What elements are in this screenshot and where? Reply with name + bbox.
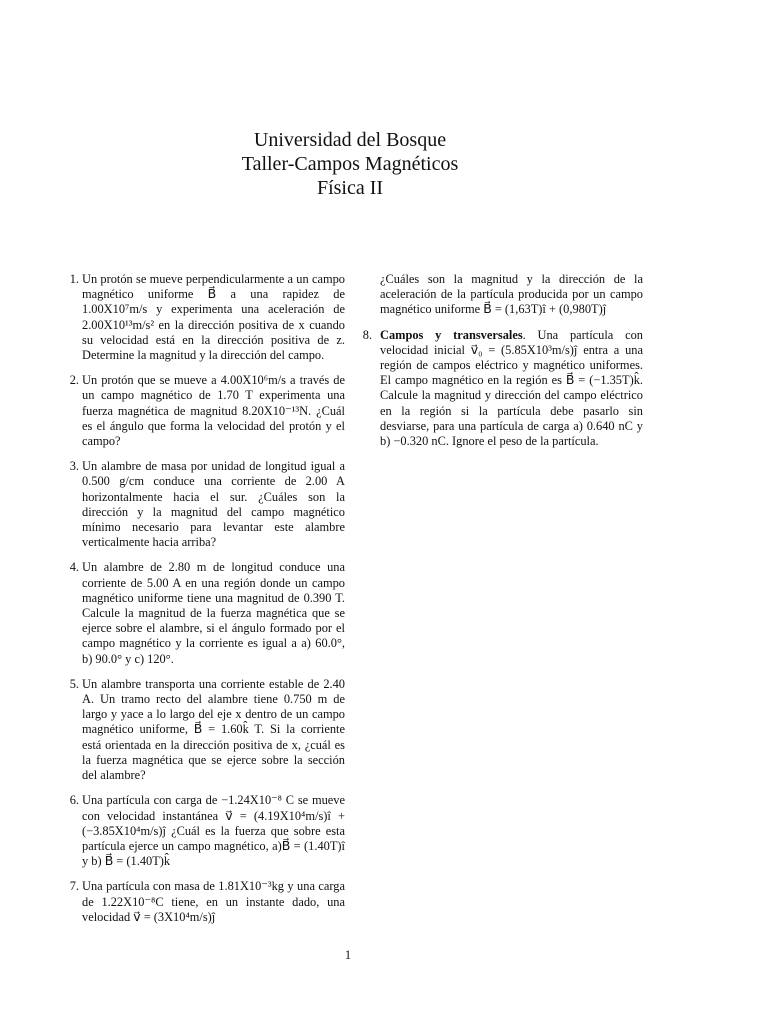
problem-item [362, 327, 643, 450]
problem-text: Un alambre transporta una corriente estable de 2.40 A. Un tramo recto del alambre tiene 0.750 m de largo y yace a lo largo del eje x dentro de un campo magnético uniforme, B⃗ = 1.60k̂ T. Si la corriente está orientada en la dirección positiva de x, ¿cuál es la fuerza magnética que se ejerce sobre la sección del alambre? [82, 676, 345, 783]
problem-text: Un alambre de masa por unidad de longitud igual a 0.500 g/cm conduce una corriente de 2.00 A horizontalmente hacia el sur. ¿Cuáles son la dirección y la magnitud del campo magnético mínimo necesario para levantar este alambre verticalmente hacia arriba? [82, 459, 345, 550]
problem-number: 4. [69, 560, 79, 575]
problem-number: 3. [69, 459, 79, 474]
page-number: 1 [344, 948, 352, 962]
problem-text: Una partícula con masa de 1.81X10⁻³kg y una carga de 1.22X10⁻⁸C tiene, en un instante dado, una velocidad v⃗ = (3X10⁴m/s)ĵ [82, 879, 345, 924]
problem-text: Un alambre de 2.80 m de longitud conduce una corriente de 5.00 A en una región donde un campo magnético uniforme tiene una magnitud de 0.390 T. Calcule la magnitud de la fuerza magnética que se ejerce sobre el alambre, si el ángulo formado por el campo magnético y la corriente es igual a a) 60.0°, b) 90.0° y c) 120°. [82, 560, 345, 666]
university-title: Universidad del Bosque [253, 129, 447, 151]
problem-text: . Una partícula con velocidad inicial v⃗₀ = (5.85X10³m/s)ĵ entra a una región de campos eléctrico y magnético uniformes. El campo magnético en la región es B⃗ = (−1.35T)k̂. Calcule la magnitud y dirección del campo eléctrico en la región si la partícula debe pasarlo sin desviarse, para una partícula de carga a) 0.640 nC y b) −0.320 nC. Ignore el peso de la partícula. [380, 327, 643, 449]
course-title: Física II [316, 177, 384, 199]
problem-item [69, 272, 345, 363]
problem-number: 7. [69, 879, 79, 894]
problem-number: 6. [69, 793, 79, 808]
problem-number: 8. [362, 327, 372, 342]
problem-text: Un protón que se mueve a 4.00X10⁶m/s a través de un campo magnético de 1.70 T experimenta una fuerza magnética de magnitud 8.20X10⁻¹³N. ¿Cuál es el ángulo que forma la velocidad del protón y el campo? [82, 373, 345, 449]
problem-item [69, 676, 345, 783]
problem-item [69, 459, 345, 550]
problem-text: Un protón se mueve perpendicularmente a un campo magnético uniforme B⃗ a una rapidez de 1.00X10⁷m/s y experimenta una aceleración de 2.00X10¹³m/s² en la dirección positiva de x cuando su velocidad está en la dirección positiva de z. Determine la magnitud y la dirección del campo. [82, 272, 345, 363]
workshop-title: Taller-Campos Magnéticos [241, 153, 459, 175]
right-column [362, 272, 643, 459]
problem-item [69, 373, 345, 449]
problem-item [69, 560, 345, 666]
problem-item [69, 793, 345, 869]
problem-number: 5. [69, 676, 79, 691]
problem-number: 2. [69, 373, 79, 388]
problem-item [69, 879, 345, 925]
left-column [69, 272, 345, 935]
problem-title: Campos y transversales [380, 327, 523, 342]
continuation-text: ¿Cuáles son la magnitud y la dirección de la aceleración de la partícula producida por un campo magnético uniforme B⃗ = (1,63T)î + (0,980T)ĵ [380, 272, 643, 317]
problem-number: 1. [69, 272, 79, 286]
problem-continuation [380, 272, 643, 318]
document-header [0, 128, 700, 200]
problem-text: Una partícula con carga de −1.24X10⁻⁸ C se mueve con velocidad instantánea v⃗ = (4.19X10⁴m/s)î + (−3.85X10⁴m/s)ĵ ¿Cuál es la fuerza que sobre esta partícula ejerce un campo magnético, a)B⃗ = (1.40T)î y b) B⃗ = (1.40T)k̂ [82, 793, 345, 869]
